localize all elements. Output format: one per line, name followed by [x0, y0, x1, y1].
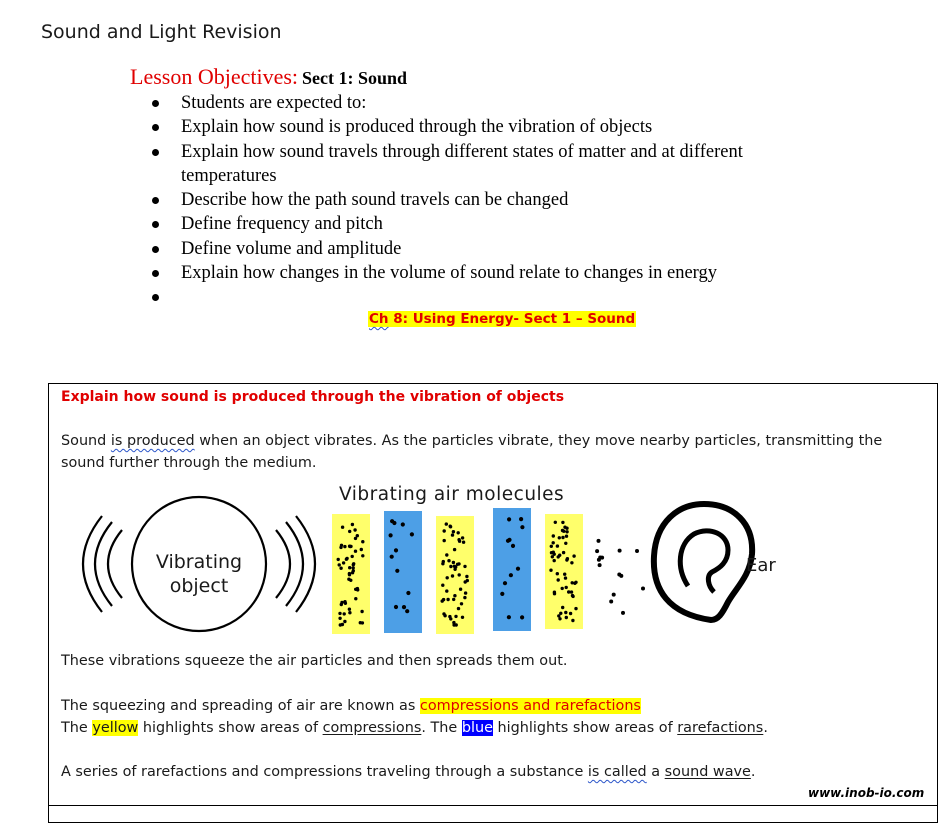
- air-particle: [352, 566, 355, 569]
- list-item: Define frequency and pitch: [148, 212, 808, 236]
- air-particle: [550, 545, 553, 548]
- air-particle: [561, 521, 564, 524]
- air-particle: [571, 595, 574, 598]
- air-particle: [453, 568, 456, 571]
- objectives-list: [148, 91, 808, 310]
- air-particle: [361, 540, 364, 543]
- air-particle: [503, 581, 507, 585]
- air-particle: [348, 611, 351, 614]
- list-item: Explain how sound travels through different states of matter and at different temperatures: [148, 140, 808, 189]
- air-particle: [402, 605, 406, 609]
- air-particle: [556, 572, 559, 575]
- air-particle: [446, 576, 449, 579]
- air-particle: [340, 544, 343, 547]
- air-particle: [356, 587, 359, 590]
- air-particle: [574, 581, 577, 584]
- air-particle: [557, 614, 560, 617]
- air-particle: [598, 563, 602, 567]
- air-particle: [351, 523, 354, 526]
- air-particle: [353, 528, 356, 531]
- air-particle: [351, 555, 354, 558]
- air-particle: [441, 584, 444, 587]
- air-particle: [464, 591, 467, 594]
- highlight-blue-word: blue: [461, 720, 493, 736]
- air-particle: [570, 561, 573, 564]
- air-particle: [445, 553, 448, 556]
- ear-label: Ear: [746, 555, 776, 576]
- list-item: Explain how changes in the volume of sound relate to changes in energy: [148, 261, 808, 285]
- air-particle: [557, 578, 560, 581]
- air-particle: [506, 539, 510, 543]
- air-particle: [571, 581, 574, 584]
- air-particle: [458, 540, 461, 543]
- air-particle: [446, 598, 449, 601]
- air-particle: [445, 522, 448, 525]
- air-particle: [597, 539, 601, 543]
- air-particle: [452, 623, 455, 626]
- air-particle: [337, 558, 340, 561]
- air-particle: [443, 614, 446, 617]
- air-particle: [511, 544, 515, 548]
- air-particle: [507, 517, 511, 521]
- air-particle: [565, 535, 568, 538]
- air-particle: [562, 530, 565, 533]
- objectives-heading: [130, 64, 407, 90]
- paragraph-sound-produced: Sound is produced when an object vibrates. As the particles vibrate, they move nearby particles, transmitting the sound further through the medium.: [61, 433, 883, 471]
- air-particle: [340, 603, 343, 606]
- air-particle: [395, 569, 399, 573]
- air-particle: [641, 587, 645, 591]
- air-particle: [564, 611, 567, 614]
- air-particle: [451, 533, 454, 536]
- air-particle: [456, 563, 459, 566]
- air-particle: [361, 554, 364, 557]
- paragraph-compressions: The squeezing and spreading of air are known as compressions and rarefactions The yellow highlights show areas of compressions. The blue highlights show areas of rarefactions.: [61, 698, 768, 736]
- air-particle: [618, 549, 622, 553]
- air-particle: [465, 575, 468, 578]
- air-particle: [348, 530, 351, 533]
- air-particle: [348, 566, 351, 569]
- sound-arcs-left: [83, 516, 122, 612]
- air-particle: [445, 589, 448, 592]
- underlined-compressions: compressions: [322, 720, 422, 736]
- air-particle: [556, 544, 559, 547]
- air-particle: [453, 594, 456, 597]
- air-particle: [553, 559, 556, 562]
- air-particle: [354, 550, 357, 553]
- air-particle: [595, 549, 599, 553]
- air-particle: [553, 591, 556, 594]
- list-item: Explain how sound is produced through the vibration of objects: [148, 115, 808, 139]
- air-particle: [463, 565, 466, 568]
- air-particle: [459, 588, 462, 591]
- chapter-prefix: Ch: [369, 311, 389, 327]
- air-particle: [348, 572, 351, 575]
- air-particle: [561, 536, 564, 539]
- air-particle: [457, 607, 460, 610]
- air-particle: [410, 532, 414, 536]
- air-particle: [509, 573, 513, 577]
- air-particle: [520, 615, 524, 619]
- air-particle: [352, 562, 355, 565]
- air-particle: [448, 615, 451, 618]
- lesson-objectives-label: Lesson Objectives: [130, 64, 292, 89]
- section-label: Sect 1: Sound: [302, 68, 408, 88]
- air-particle: [565, 616, 568, 619]
- underlined-rarefactions: rarefactions: [677, 720, 764, 736]
- air-particle: [461, 616, 464, 619]
- air-particle: [549, 569, 552, 572]
- air-particle: [564, 542, 567, 545]
- air-particle: [405, 609, 409, 613]
- wave-bands: [332, 508, 645, 634]
- air-particle: [552, 541, 555, 544]
- sound-arcs-right: [276, 516, 315, 612]
- air-particle: [360, 548, 363, 551]
- air-particle: [349, 545, 352, 548]
- air-particle: [401, 522, 405, 526]
- air-particle: [463, 596, 466, 599]
- air-particle: [339, 567, 342, 570]
- air-particle: [451, 574, 454, 577]
- air-particle: [443, 539, 446, 542]
- air-particle: [574, 607, 577, 610]
- air-particle: [612, 593, 616, 597]
- air-particle: [352, 569, 355, 572]
- air-particle: [565, 586, 568, 589]
- air-particle: [553, 553, 556, 556]
- air-particle: [565, 527, 568, 530]
- air-particle: [343, 620, 346, 623]
- air-particle: [464, 580, 467, 583]
- air-particle: [449, 565, 452, 568]
- air-particle: [558, 536, 561, 539]
- air-particle: [341, 526, 344, 529]
- object-label-line2: object: [169, 575, 229, 597]
- diagram-title: Vibrating air molecules: [339, 484, 565, 505]
- air-particle: [356, 534, 359, 537]
- sound-wave-diagram: [64, 478, 804, 640]
- air-particle: [561, 587, 564, 590]
- air-particle: [561, 606, 564, 609]
- air-particle: [558, 617, 561, 620]
- air-particle: [460, 602, 463, 605]
- air-particle: [359, 621, 362, 624]
- rarefaction-band: [384, 511, 422, 633]
- air-particle: [564, 576, 567, 579]
- watermark: www.inob-io.com: [808, 786, 925, 800]
- grammar-flag: is called: [587, 764, 647, 780]
- air-particle: [500, 592, 504, 596]
- air-particle: [447, 559, 450, 562]
- air-particle: [617, 573, 621, 577]
- air-particle: [339, 623, 342, 626]
- air-particle: [394, 605, 398, 609]
- list-item: Define volume and amplitude: [148, 237, 808, 261]
- air-particle: [462, 541, 465, 544]
- air-particle: [406, 591, 410, 595]
- air-particle: [441, 562, 444, 565]
- air-particle: [338, 617, 341, 620]
- list-item: Students are expected to:: [148, 91, 808, 115]
- air-particle: [343, 612, 346, 615]
- air-particle: [563, 573, 566, 576]
- air-particle: [457, 531, 460, 534]
- heading-colon: :: [291, 64, 299, 89]
- air-particle: [348, 608, 351, 611]
- air-particle: [338, 563, 341, 566]
- air-particle: [567, 590, 570, 593]
- air-particle: [443, 529, 446, 532]
- chapter-heading: [368, 311, 636, 327]
- air-particle: [452, 598, 455, 601]
- air-particle: [452, 530, 455, 533]
- air-particle: [452, 561, 455, 564]
- air-particle: [609, 600, 613, 604]
- air-particle: [554, 521, 557, 524]
- air-particle: [342, 561, 345, 564]
- air-particle: [507, 615, 511, 619]
- list-item: [148, 285, 808, 309]
- paragraph-vibrations: These vibrations squeeze the air particles and then spreads them out.: [61, 653, 568, 669]
- section-heading: Explain how sound is produced through the vibration of objects: [61, 389, 565, 405]
- air-particle: [394, 548, 398, 552]
- air-particle: [343, 600, 346, 603]
- rarefaction-band: [493, 508, 531, 631]
- document-title: Sound and Light Revision: [41, 21, 282, 43]
- air-particle: [453, 548, 456, 551]
- air-particle: [343, 545, 346, 548]
- air-particle: [360, 610, 363, 613]
- underlined-sound-wave: sound wave: [664, 764, 751, 780]
- air-particle: [354, 597, 357, 600]
- air-particle: [390, 519, 394, 523]
- highlight-compressions-rarefactions: compressions and rarefactions: [419, 698, 641, 714]
- air-particle: [598, 556, 602, 560]
- air-particle: [389, 533, 393, 537]
- chapter-rest: 8: Using Energy- Sect 1 – Sound: [388, 311, 636, 327]
- air-particle: [565, 530, 568, 533]
- air-particle: [571, 619, 574, 622]
- air-particle: [519, 517, 523, 521]
- air-particle: [552, 534, 555, 537]
- object-label-line1: Vibrating: [155, 551, 243, 573]
- air-particle: [520, 525, 524, 529]
- air-particle: [347, 578, 350, 581]
- air-particle: [558, 554, 561, 557]
- list-item: Describe how the path sound travels can be changed: [148, 188, 808, 212]
- air-particle: [566, 557, 569, 560]
- air-particle: [458, 573, 461, 576]
- paragraph-sound-wave: A series of rarefactions and compressions traveling through a substance is called a sound wave.: [61, 764, 756, 780]
- air-particle: [442, 598, 445, 601]
- air-particle: [345, 558, 348, 561]
- air-particle: [516, 567, 520, 571]
- air-particle: [390, 555, 394, 559]
- air-particle: [454, 615, 457, 618]
- air-particle: [461, 536, 464, 539]
- ear-icon: [654, 504, 752, 620]
- highlight-yellow-word: yellow: [92, 720, 139, 736]
- air-particle: [449, 525, 452, 528]
- air-particle: [635, 549, 639, 553]
- grammar-flag: is produced: [110, 433, 195, 449]
- air-particle: [562, 551, 565, 554]
- air-particle: [621, 611, 625, 615]
- table-divider: [49, 805, 937, 806]
- air-particle: [569, 612, 572, 615]
- air-particle: [338, 612, 341, 615]
- air-particle: [572, 554, 575, 557]
